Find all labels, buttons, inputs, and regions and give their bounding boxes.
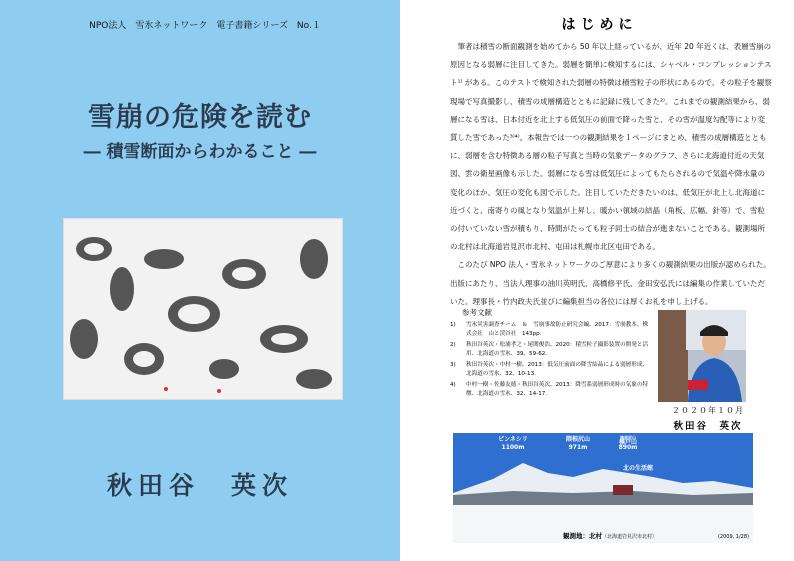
peak-name: 神居尻山 <box>620 435 636 440</box>
preface-paragraph-1: 筆者は積雪の断面観測を始めてから 50 年以上経っているが、近年 20 年近くは、表層雪崩の原因となる弱層に注目してきた。弱層を簡単に検知するには、シャベル・コンプレッションテスト¹⁾ がある。このテストで検知された弱層の特徴は積雪粒子の形状にあるので、その粒子を観察現場で写真撮影し、積雪の成層構造とともに記録に残してきた²⁾。これまでの観測結果から、弱層になる雪は、日本付近を北上する低気圧の前面で降った雪と、その雪が温度勾配等により変質した雪であった³⁾⁴⁾。本報告では一つの観測結果を１ページにまとめ、積雪の成層構造とともに、弱層を含む特徴ある層の粒子写真と当時の気象データのグラフ、さらに北海道付近の天気図、雲の衛星画像も示した。弱層になる雪は低気圧によってもたらされるので気温や降水量の変化のほか、気圧の変化も図で示した。注目していただきたいのは、低気圧が北上し北海道に近づくと、南寄りの風となり気温が上昇し、暖かい領域の結晶（角板、広幅、針等）で、雪粒の付いていない雪が積もり、時間がたっても粒子同士の結合が進まないことである。観測場所の北村は北海道岩見沢市北村、屯田は札幌市北区屯田である。 <box>450 42 772 252</box>
caption-note: （北海道岩見沢市北村） <box>602 534 658 540</box>
signature-name: 秋田谷 英次 <box>673 421 743 432</box>
reference-number: 1) <box>450 322 456 328</box>
peak-name: 樺戸山 <box>618 439 637 446</box>
reference-item <box>450 361 650 379</box>
book-title: 雪崩の危険を読む <box>88 102 312 133</box>
reference-text: 雪氷災害調査チーム ＆ 雪崩事故防止研究会編、2017：雪崩教本、株式会社 山と渓谷社 143pp. <box>466 322 649 337</box>
photo-date: (2009, 1/28) <box>717 534 749 540</box>
reference-number: 3) <box>450 362 456 368</box>
signature-date: ２０２０年１０月 <box>672 406 744 415</box>
peak-label-kamuishiri <box>603 435 653 450</box>
peak-elevation: 971m <box>568 444 588 451</box>
book-subtitle: ― 積雪断面からわかること ― <box>83 142 317 162</box>
series-label: NPO法人 雪氷ネットワーク 電子書籍シリーズ No.１ <box>89 21 321 31</box>
landscape-photo <box>453 433 753 543</box>
preface-heading: はじめに <box>561 17 638 33</box>
references-heading: 参考文献 <box>462 308 492 317</box>
reference-text: 秋田谷英次・中村一樹、2013：低気圧前面の降雪結晶による弱層形成、北海道の雪氷、32、10-13. <box>466 362 649 377</box>
reference-item <box>450 381 650 399</box>
peak-label-kumaneshiri <box>553 436 603 452</box>
preface-page <box>405 0 794 561</box>
caption-text: 観測地：北村 <box>563 532 602 540</box>
peak-label-pinneshiri <box>483 436 543 452</box>
peak-name: ピンネシリ <box>498 436 528 443</box>
building-label: 北の生活館 <box>622 465 653 472</box>
peak-elevation: 1100m <box>501 444 525 451</box>
references <box>450 308 650 401</box>
reference-item <box>450 341 650 359</box>
author-name: 秋田谷 英次 <box>106 471 293 500</box>
reference-number: 4) <box>450 382 456 388</box>
landscape-caption <box>453 531 753 540</box>
reference-text: 中村一樹・佐藤友徳・秋田谷英次、2013：降雪系弱層形成時の気象の特徴、北海道の雪氷、32、14-17. <box>466 382 649 397</box>
reference-item <box>450 321 650 339</box>
peak-name: 隈根尻山 <box>565 436 590 443</box>
author-portrait <box>658 310 746 402</box>
preface-body <box>450 38 772 311</box>
preface-paragraph-2: このたび NPO 法人・雪氷ネットワークのご厚意により多くの観測結果の出版が認められた。出版にあたり、当法人理事の油川英明氏、高橋修平氏、金田安弘氏には編集の作業していただいた。理事長・竹内政夫氏並びに編集担当の各位には厚くお礼を申し上げる。 <box>450 260 771 306</box>
peak-elevation: 890m <box>618 444 638 451</box>
snow-crystal-photo <box>63 218 343 400</box>
reference-number: 2) <box>450 342 456 348</box>
reference-text: 秋田谷英次・松浦孝之・尾関俊浩、2020：積雪粒子撮影装置の開発と活用、北海道の雪氷、39、59-62. <box>466 342 649 357</box>
